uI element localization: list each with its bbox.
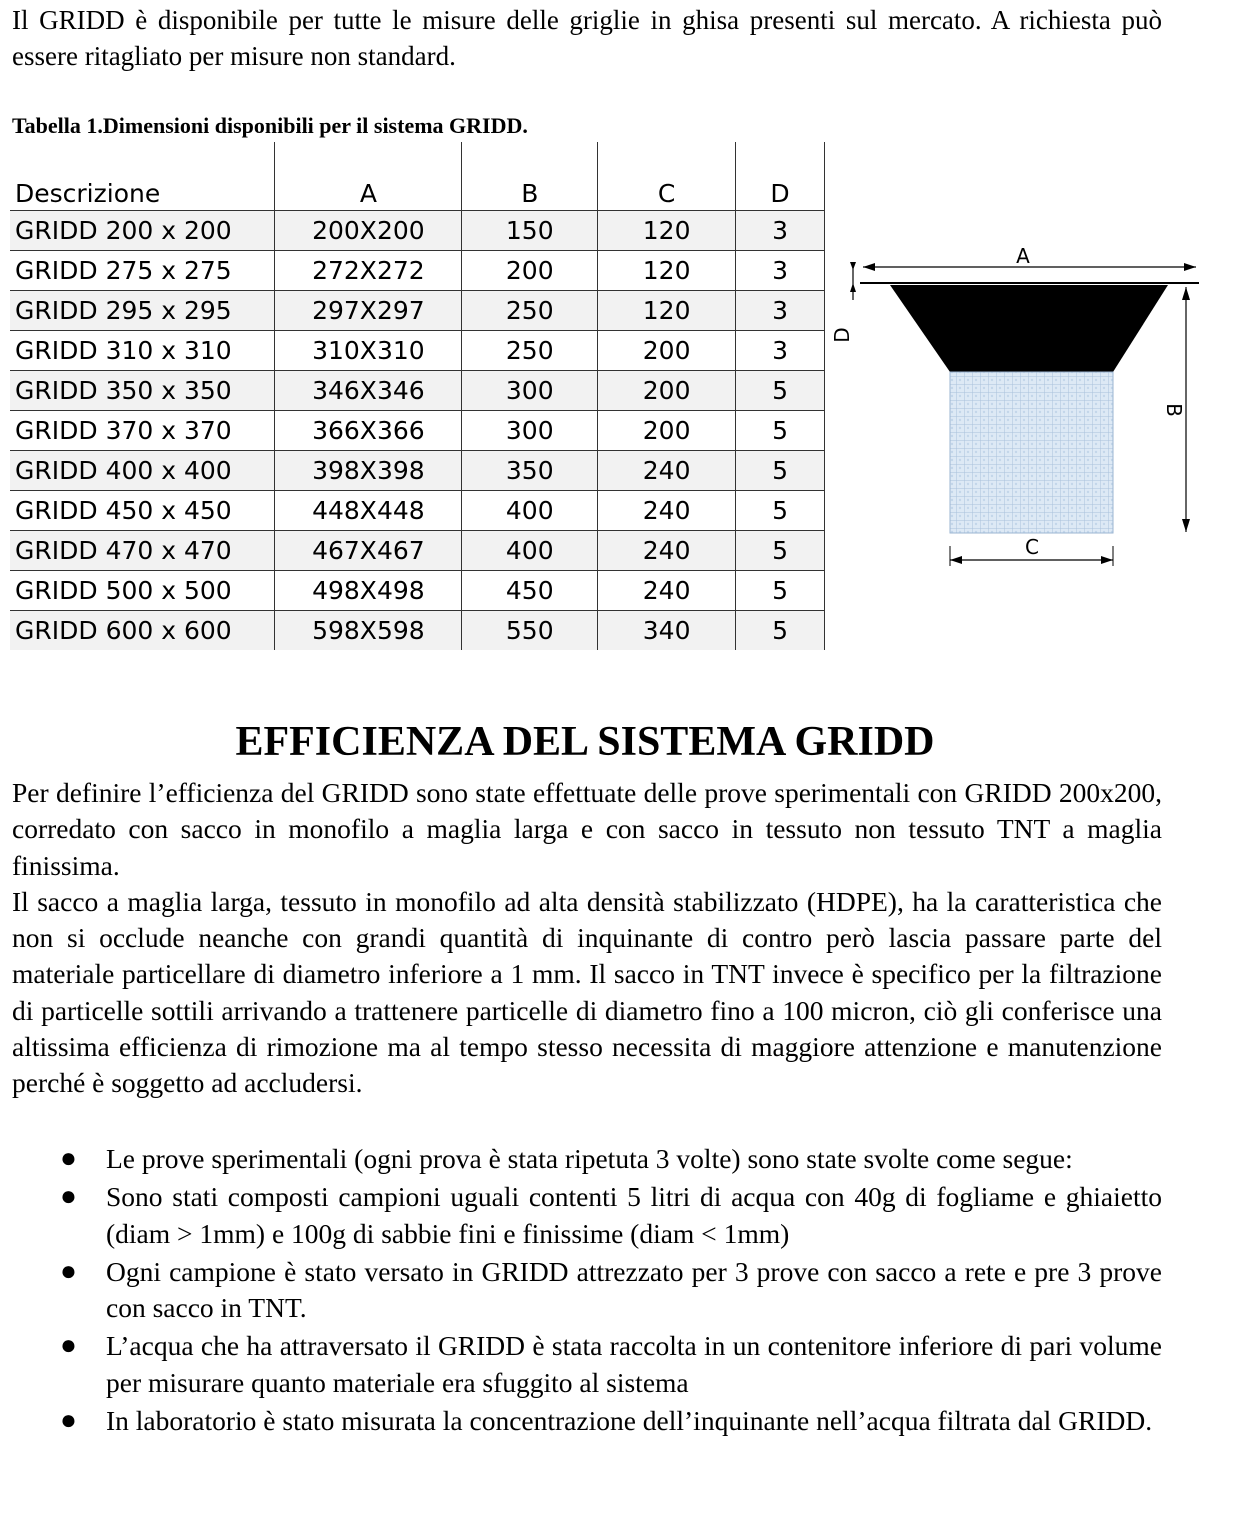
bullet-text: Le prove sperimentali (ogni prova è stata ripetuta 3 volte) sono state svolte come segue: — [106, 1143, 1073, 1174]
cell-b: 300 — [462, 411, 598, 451]
cell-descrizione: GRIDD 200 x 200 — [10, 211, 275, 251]
bullet-text: In laboratorio è stato misurata la concentrazione dell’inquinante nell’acqua filtrata dal GRIDD. — [106, 1405, 1153, 1437]
bullet-dot-icon: ● — [60, 1405, 77, 1437]
cell-a: 297X297 — [275, 291, 462, 331]
cell-c: 200 — [598, 411, 736, 451]
cell-c: 240 — [598, 451, 736, 491]
cell-d: 5 — [736, 491, 825, 531]
dimensions-table — [10, 142, 825, 650]
table-caption: Tabella 1.Dimensioni disponibili per il sistema GRIDD. — [12, 113, 528, 138]
cell-b: 250 — [462, 291, 598, 331]
cell-d: 5 — [736, 611, 825, 651]
cell-descrizione: GRIDD 450 x 450 — [10, 491, 275, 531]
cell-a: 272X272 — [275, 251, 462, 291]
cell-a: 448X448 — [275, 491, 462, 531]
cell-d: 5 — [736, 371, 825, 411]
table-body — [10, 211, 825, 651]
cell-b: 150 — [462, 211, 598, 251]
dimension-label-a: A — [1016, 244, 1030, 268]
header-a: A — [275, 142, 462, 211]
bullet-dot-icon: ● — [60, 1255, 77, 1287]
table-row — [10, 331, 825, 371]
table-row — [10, 251, 825, 291]
funnel-shape — [890, 285, 1168, 372]
cell-c: 240 — [598, 571, 736, 611]
cell-a: 598X598 — [275, 611, 462, 651]
header-d: D — [736, 142, 825, 211]
table-header-row — [10, 142, 825, 211]
cell-c: 340 — [598, 611, 736, 651]
cell-d: 5 — [736, 411, 825, 451]
body-text — [12, 775, 1162, 1102]
dimension-label-d: D — [830, 327, 854, 343]
gridd-diagram — [828, 240, 1208, 580]
cell-c: 240 — [598, 531, 736, 571]
cell-a: 467X467 — [275, 531, 462, 571]
cell-d: 3 — [736, 291, 825, 331]
cell-d: 5 — [736, 531, 825, 571]
table-row — [10, 491, 825, 531]
cell-c: 240 — [598, 491, 736, 531]
dimension-label-b: B — [1162, 403, 1186, 417]
cell-descrizione: GRIDD 310 x 310 — [10, 331, 275, 371]
cell-d: 3 — [736, 251, 825, 291]
bullet-list — [12, 1141, 1162, 1441]
cell-d: 5 — [736, 571, 825, 611]
table-row — [10, 291, 825, 331]
cell-descrizione: GRIDD 350 x 350 — [10, 371, 275, 411]
cell-c: 200 — [598, 331, 736, 371]
cell-b: 400 — [462, 491, 598, 531]
mesh-bag — [950, 372, 1113, 533]
cell-descrizione: GRIDD 400 x 400 — [10, 451, 275, 491]
cell-b: 450 — [462, 571, 598, 611]
table-row — [10, 371, 825, 411]
cell-descrizione: GRIDD 500 x 500 — [10, 571, 275, 611]
table-row — [10, 451, 825, 491]
dimension-label-c: C — [1025, 535, 1039, 559]
cell-d: 3 — [736, 331, 825, 371]
header-c: C — [598, 142, 736, 211]
cell-b: 550 — [462, 611, 598, 651]
bullet-dot-icon: ● — [60, 1143, 77, 1174]
bullet-text: L’acqua che ha attraversato il GRIDD è stata raccolta in un contenitore inferiore di pari volume per misurare quanto materiale era sfuggito al sistema — [106, 1330, 1162, 1398]
list-item — [12, 1328, 1162, 1401]
cell-a: 398X398 — [275, 451, 462, 491]
table-row — [10, 611, 825, 651]
list-item — [12, 1141, 1162, 1177]
bullet-dot-icon: ● — [60, 1330, 77, 1362]
paragraph-1: Per definire l’efficienza del GRIDD sono state effettuate delle prove sperimentali con GRIDD 200x200, corredato con sacco in monofilo a maglia larga e con sacco in tessuto non tessuto TNT a maglia finissima. — [12, 777, 1162, 881]
table-row — [10, 571, 825, 611]
cell-descrizione: GRIDD 275 x 275 — [10, 251, 275, 291]
cell-b: 350 — [462, 451, 598, 491]
cell-c: 120 — [598, 291, 736, 331]
list-item — [12, 1179, 1162, 1252]
bullet-text: Sono stati composti campioni uguali contenti 5 litri di acqua con 40g di fogliame e ghiaietto (diam > 1mm) e 100g di sabbie fini e finissime (diam < 1mm) — [106, 1181, 1162, 1249]
bullet-text: Ogni campione è stato versato in GRIDD attrezzato per 3 prove con sacco a rete e pre 3 prove con sacco in TNT. — [106, 1255, 1162, 1324]
cell-descrizione: GRIDD 600 x 600 — [10, 611, 275, 651]
cell-c: 120 — [598, 211, 736, 251]
cell-b: 200 — [462, 251, 598, 291]
cell-c: 120 — [598, 251, 736, 291]
cell-a: 200X200 — [275, 211, 462, 251]
cell-descrizione: GRIDD 295 x 295 — [10, 291, 275, 331]
table-row — [10, 531, 825, 571]
cell-descrizione: GRIDD 370 x 370 — [10, 411, 275, 451]
cell-a: 498X498 — [275, 571, 462, 611]
paragraph-2: Il sacco a maglia larga, tessuto in monofilo ad alta densità stabilizzato (HDPE), ha la caratteristica che non si occlude neanche con grandi quantità di inquinante di contro però lascia passare parte del materiale particellare di diametro inferiore a 1 mm. Il sacco in TNT invece è specifico per la filtrazione di particelle sottili arrivando a trattenere particelle di diametro fino a 100 micron, ciò gli conferisce una altissima efficienza di rimozione ma al tempo stesso necessita di maggiore attenzione e manutenzione perché è soggetto ad accludersi. — [12, 885, 1162, 1099]
cell-b: 250 — [462, 331, 598, 371]
cell-a: 366X366 — [275, 411, 462, 451]
table-row — [10, 411, 825, 451]
cell-c: 200 — [598, 371, 736, 411]
cell-descrizione: GRIDD 470 x 470 — [10, 531, 275, 571]
cell-a: 346X346 — [275, 371, 462, 411]
cell-d: 3 — [736, 211, 825, 251]
cell-b: 300 — [462, 371, 598, 411]
cell-b: 400 — [462, 531, 598, 571]
intro-paragraph: Il GRIDD è disponibile per tutte le misure delle griglie in ghisa presenti sul mercato. A richiesta può essere ritagliato per misure non standard. — [12, 5, 1162, 71]
cell-a: 310X310 — [275, 331, 462, 371]
header-descrizione: Descrizione — [10, 142, 275, 211]
list-item — [12, 1254, 1162, 1327]
list-item — [12, 1403, 1162, 1439]
bullet-dot-icon: ● — [60, 1181, 77, 1213]
cell-d: 5 — [736, 451, 825, 491]
section-title: EFFICIENZA DEL SISTEMA GRIDD — [235, 719, 935, 765]
header-b: B — [462, 142, 598, 211]
table-row — [10, 211, 825, 251]
